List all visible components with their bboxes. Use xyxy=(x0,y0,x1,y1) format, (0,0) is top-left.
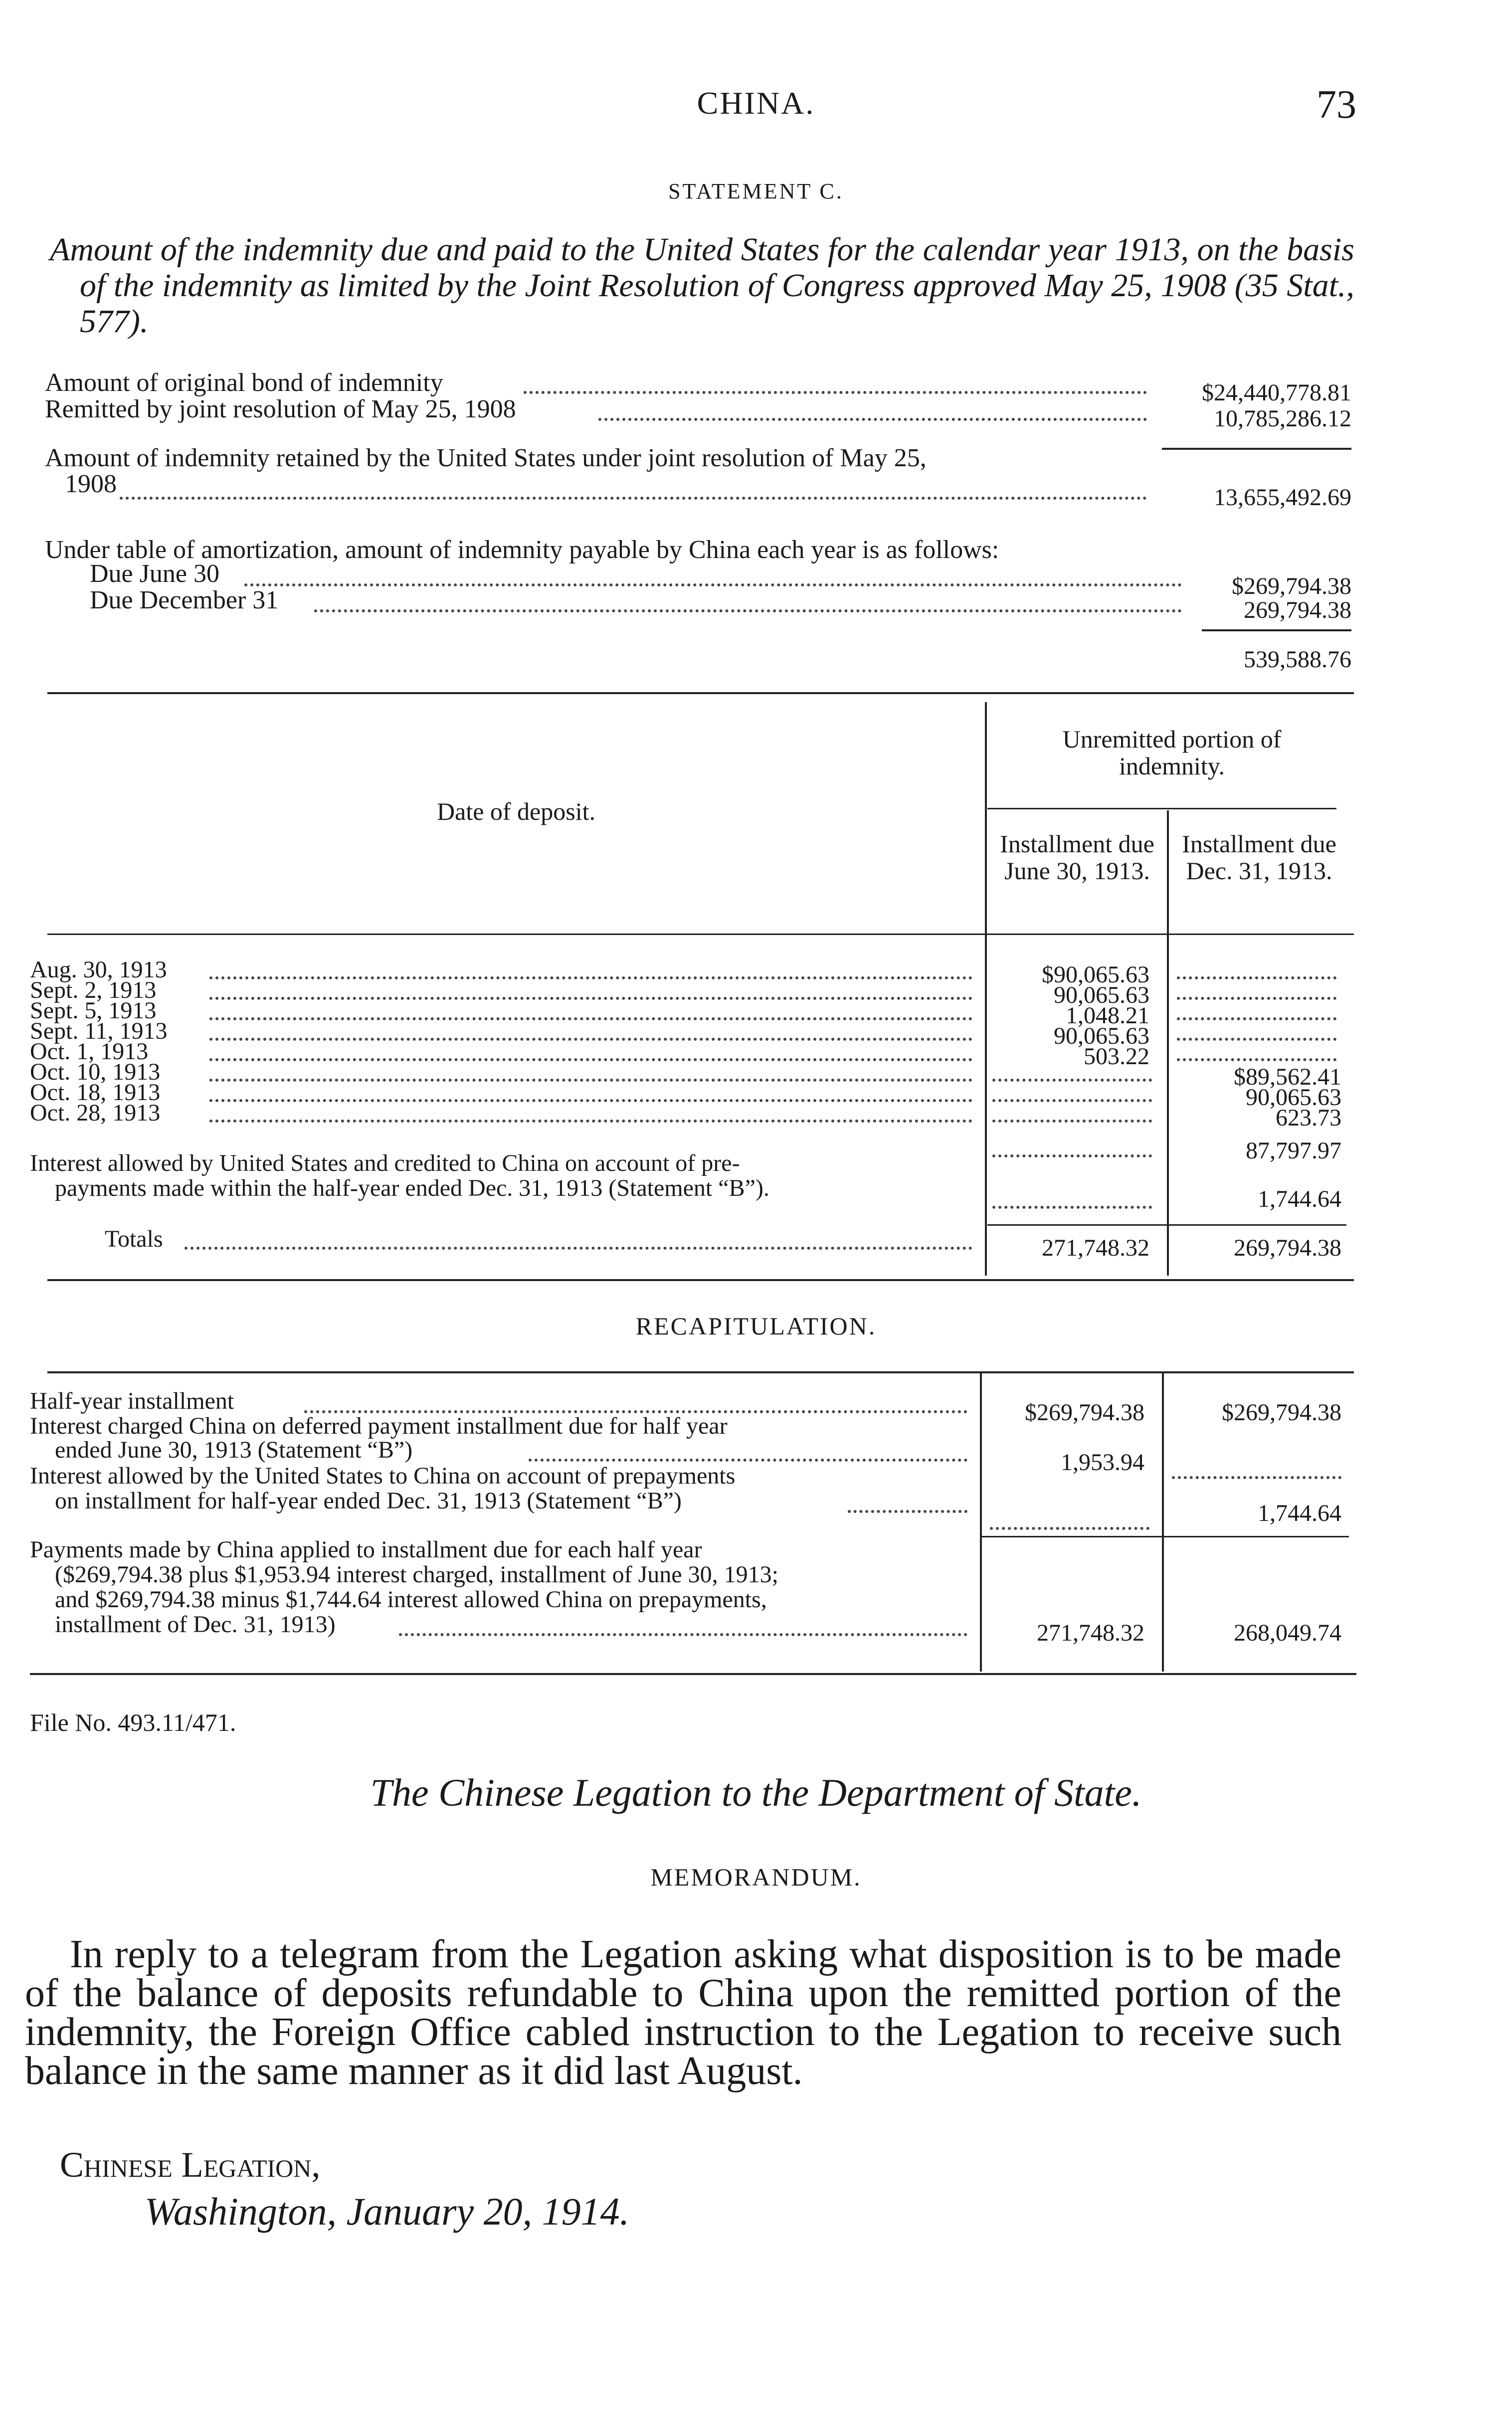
item-retained-label-year: 1908 xyxy=(65,470,117,498)
leader-dots xyxy=(1172,1476,1341,1479)
totals-rule xyxy=(987,1224,1346,1226)
leader-dots xyxy=(524,391,1147,394)
leader-dots xyxy=(848,1510,967,1513)
recap-col-divider xyxy=(980,1372,982,1672)
leader-dots xyxy=(120,497,1147,500)
recap-payments-l2: ($269,794.38 plus $1,953.94 interest charged, installment of June 30, 1913; xyxy=(55,1561,778,1588)
recap-row-2-l2: ended June 30, 1913 (Statement “B”) xyxy=(55,1437,413,1463)
recap-payments-l1: Payments made by China applied to installment due for each half year xyxy=(30,1536,702,1563)
recap-payments-dec: 268,049.74 xyxy=(1234,1620,1341,1646)
sum-rule xyxy=(1202,629,1351,631)
leader-dots xyxy=(1177,997,1336,1000)
leader-dots xyxy=(209,1099,972,1102)
item-remitted-label: Remitted by joint resolution of May 25, 1908 xyxy=(45,395,516,423)
interest-label-2: payments made within the half-year ended Dec. 31, 1913 (Statement “B”). xyxy=(55,1175,769,1201)
memo-body: In reply to a telegram from the Legation asking what disposition is to be made of the balance of deposits refundable to China upon the remitted portion of the indemnity, the Foreign Office cabled instruction to the Legation to receive such balance in the same manner as it did last August. xyxy=(25,1932,1341,2093)
amortization-dec-label: Due December 31 xyxy=(90,586,279,614)
leader-dots xyxy=(399,1633,967,1636)
item-retained-value: 13,655,492.69 xyxy=(1214,484,1351,511)
col-header-date: Date of deposit. xyxy=(437,797,595,825)
leader-dots xyxy=(992,1099,1152,1102)
item-original-bond-label: Amount of original bond of indemnity xyxy=(45,369,443,397)
deposit-dec-value: $89,562.41 xyxy=(1234,1064,1341,1090)
deposit-date: Oct. 10, 1913 xyxy=(30,1059,161,1085)
page-number: 73 xyxy=(1317,83,1356,127)
item-original-bond-value: $24,440,778.81 xyxy=(1202,379,1351,406)
statement-caption: Amount of the indemnity due and paid to the United States for the calendar year 1913, on the basis of the indemnity as limited by the Joint Resolution of Congress approved May 25, 1908 (35 Stat., 577). xyxy=(50,231,1354,340)
leader-dots xyxy=(209,1058,972,1061)
recap-row-3-l1: Interest allowed by the United States to China on account of prepayments xyxy=(30,1463,736,1489)
col-header-group: Unremitted portion of indemnity. xyxy=(1062,725,1282,780)
leader-dots xyxy=(992,1206,1152,1209)
leader-dots xyxy=(598,418,1147,421)
deposit-dec-value: 90,065.63 xyxy=(1246,1084,1341,1111)
leader-dots xyxy=(992,1120,1152,1123)
deposit-dec-value: 623.73 xyxy=(1276,1105,1341,1131)
place-date: Washington, January 20, 1914. xyxy=(145,2190,630,2233)
sum-rule xyxy=(1162,448,1351,450)
document-heading: The Chinese Legation to the Department of State. xyxy=(370,1771,1142,1814)
deposit-june-value: 90,065.63 xyxy=(1054,1023,1149,1049)
deposit-date: Sept. 5, 1913 xyxy=(30,997,157,1024)
leader-dots xyxy=(992,1079,1152,1082)
leader-dots xyxy=(1177,1058,1336,1061)
recap-top-rule xyxy=(47,1371,1354,1373)
recap-bottom-rule xyxy=(30,1673,1356,1675)
recap-col-divider xyxy=(1162,1372,1164,1672)
deposit-date: Sept. 2, 1913 xyxy=(30,977,157,1003)
recap-row-3-l2: on installment for half-year ended Dec. 31, 1913 (Statement “B”) xyxy=(55,1488,682,1514)
deposit-date: Sept. 11, 1913 xyxy=(30,1018,168,1044)
recap-section-rule xyxy=(980,1536,1349,1537)
deposit-date: Oct. 18, 1913 xyxy=(30,1079,161,1106)
leader-dots xyxy=(1177,1017,1336,1020)
recap-row-2-l1: Interest charged China on deferred payment installment due for half year xyxy=(30,1413,728,1439)
col-header-dec: Installment due Dec. 31, 1913. xyxy=(1182,830,1336,885)
recap-payments-l3: and $269,794.38 minus $1,744.64 interest allowed China on prepayments, xyxy=(55,1586,767,1613)
deposit-date: Aug. 30, 1913 xyxy=(30,956,167,983)
recap-row-1-dec: $269,794.38 xyxy=(1222,1399,1341,1426)
interest-dec: 1,744.64 xyxy=(1258,1186,1341,1212)
header-rule xyxy=(987,808,1336,809)
recap-title: RECAPITULATION. xyxy=(635,1312,877,1340)
deposit-date: Oct. 28, 1913 xyxy=(30,1100,161,1126)
leader-dots xyxy=(992,1154,1152,1157)
statement-title: STATEMENT C. xyxy=(668,179,844,203)
amortization-dec-value: 269,794.38 xyxy=(1244,597,1351,623)
interest-label-1: Interest allowed by United States and credited to China on account of pre- xyxy=(30,1150,740,1176)
totals-dec: 269,794.38 xyxy=(1234,1235,1341,1261)
table-top-rule xyxy=(47,692,1354,694)
amortization-june-label: Due June 30 xyxy=(90,560,219,588)
recap-payments-june: 271,748.32 xyxy=(1037,1620,1144,1646)
leader-dots xyxy=(1177,1038,1336,1041)
recap-row-2-june: 1,953.94 xyxy=(1061,1449,1144,1476)
leader-dots xyxy=(209,1017,972,1020)
leader-dots xyxy=(209,976,972,979)
totals-june: 271,748.32 xyxy=(1042,1235,1149,1261)
recap-payments-l4: installment of Dec. 31, 1913) xyxy=(55,1611,336,1638)
totals-label: Totals xyxy=(105,1226,163,1252)
leader-dots xyxy=(209,1038,972,1041)
recap-row-1-june: $269,794.38 xyxy=(1025,1399,1144,1426)
recap-row-1: Half-year installment xyxy=(30,1388,234,1414)
deposit-date: Oct. 1, 1913 xyxy=(30,1038,149,1065)
deposit-june-value: $90,065.63 xyxy=(1042,961,1149,988)
deposit-dec-extra: 87,797.97 xyxy=(1246,1137,1341,1164)
leader-dots xyxy=(185,1247,972,1250)
memo-title: MEMORANDUM. xyxy=(650,1863,862,1891)
table-col-divider xyxy=(985,702,987,1276)
leader-dots xyxy=(244,583,1182,586)
col-header-june: Installment due June 30, 1913. xyxy=(1000,830,1154,885)
table-bottom-rule xyxy=(47,1279,1354,1281)
deposit-june-value: 90,065.63 xyxy=(1054,982,1149,1008)
running-head: CHINA. xyxy=(697,85,815,121)
leader-dots xyxy=(209,1120,972,1123)
leader-dots xyxy=(990,1527,1149,1530)
leader-dots xyxy=(314,609,1182,612)
amortization-total: 539,588.76 xyxy=(1244,646,1351,673)
leader-dots xyxy=(529,1459,967,1462)
leader-dots xyxy=(209,997,972,1000)
leader-dots xyxy=(1177,976,1336,979)
recap-row-3-dec: 1,744.64 xyxy=(1258,1500,1341,1526)
amortization-intro: Under table of amortization, amount of indemnity payable by China each year is as follows: xyxy=(45,536,999,564)
amortization-june-value: $269,794.38 xyxy=(1232,573,1351,599)
leader-dots xyxy=(209,1079,972,1082)
file-number: File No. 493.11/471. xyxy=(30,1708,236,1736)
signature: Chinese Legation, xyxy=(60,2145,321,2185)
table-col-divider xyxy=(1167,810,1169,1276)
deposit-june-value: 1,048.21 xyxy=(1066,1002,1149,1029)
item-remitted-value: 10,785,286.12 xyxy=(1214,405,1351,432)
deposit-june-value: 503.22 xyxy=(1084,1043,1149,1070)
header-bottom-rule xyxy=(47,934,1354,935)
item-retained-label: Amount of indemnity retained by the United States under joint resolution of May 25, xyxy=(45,444,927,472)
